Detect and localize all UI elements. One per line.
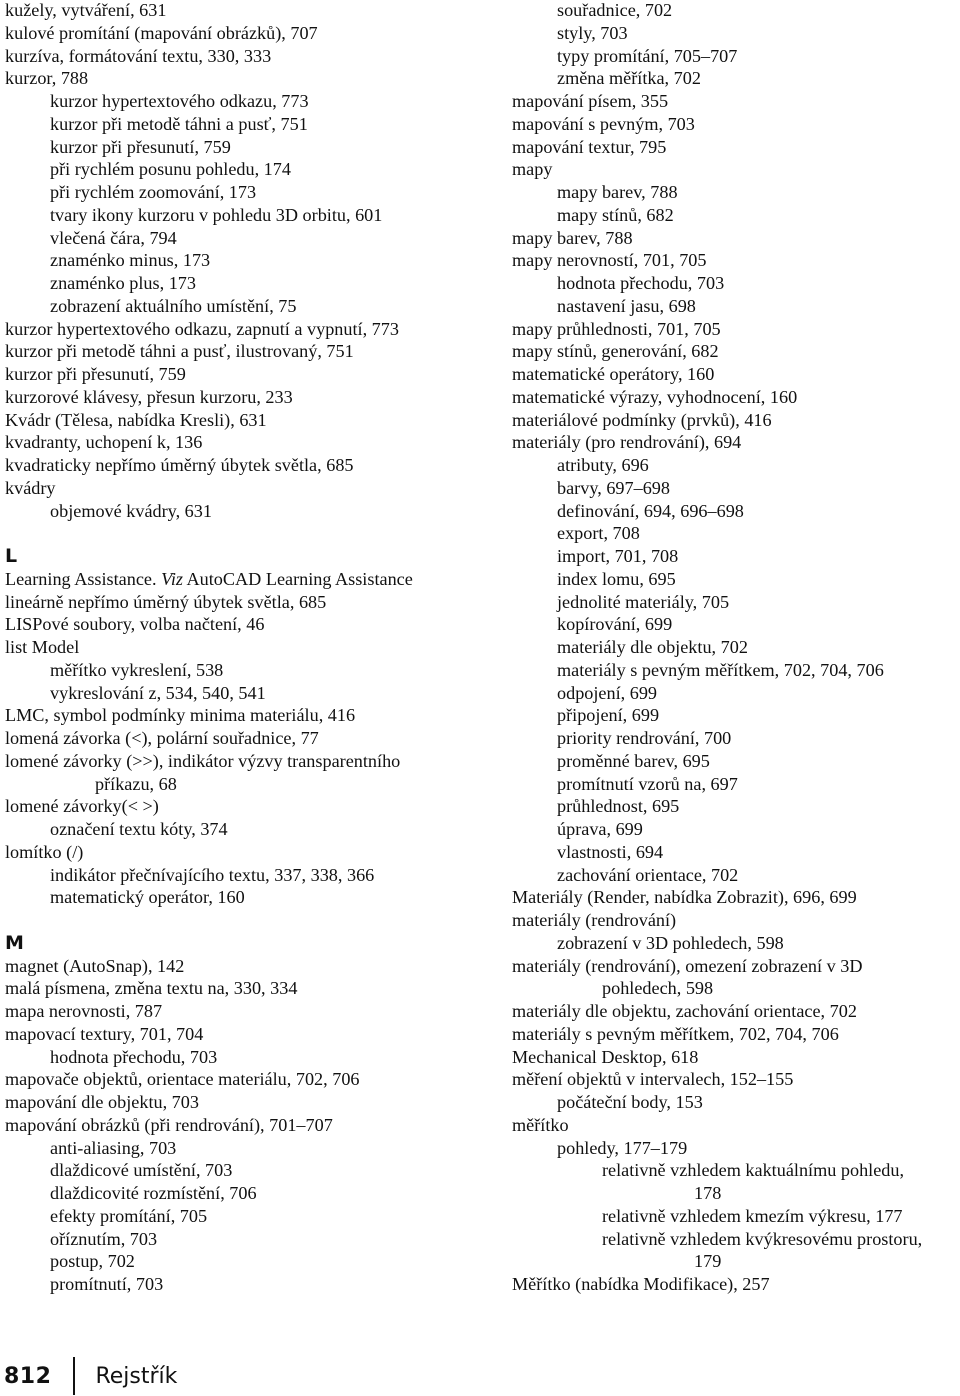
index-entry: matematické výrazy, vyhodnocení, 160: [512, 386, 798, 407]
index-entry: Mechanical Desktop, 618: [512, 1046, 699, 1067]
index-subentry: odpojení, 699: [557, 682, 658, 703]
index-entry: Kvádr (Tělesa, nabídka Kresli), 631: [5, 409, 267, 430]
index-entry: list Model: [5, 637, 80, 657]
index-subsubentry: relativně vzhledem kmezím výkresu, 177: [602, 1205, 903, 1226]
index-entry: kurzor, 788: [5, 68, 89, 89]
index-subentry: proměnné barev, 695: [557, 750, 710, 771]
index-subentry: měřítko vykreslení, 538: [50, 659, 224, 680]
index-entry: lomené závorky(< >): [5, 796, 159, 817]
index-entry: materiály s pevným měřítkem, 702, 704, 706: [512, 1023, 839, 1044]
index-entry: měřítko: [512, 1114, 569, 1135]
index-subentry: jednolité materiály, 705: [557, 591, 730, 612]
index-subentry: hodnota přechodu, 703: [557, 273, 725, 293]
index-entry: mapa nerovnosti, 787: [5, 1001, 163, 1021]
index-subentry: mapy stínů, 682: [557, 204, 674, 225]
index-column-right: [512, 0, 960, 1296]
index-subentry: indikátor přečnívajícího textu, 337, 338, 366: [50, 864, 375, 885]
index-subentry: průhlednost, 695: [557, 796, 680, 817]
index-subentry: import, 701, 708: [557, 546, 679, 566]
index-entry: kvadranty, uchopení k, 136: [5, 432, 203, 453]
index-subentry: kurzor při přesunutí, 759: [50, 136, 231, 157]
index-entry: kvádry: [5, 477, 56, 498]
index-entry: kurzor hypertextového odkazu, zapnutí a vypnutí, 773: [5, 318, 399, 339]
index-entry: LISPové soubory, volba načtení, 46: [5, 614, 265, 635]
index-subentry: atributy, 696: [557, 455, 649, 475]
index-subentry: pohledy, 177–179: [557, 1137, 688, 1158]
see-reference: Viz: [161, 568, 183, 589]
index-entry: mapování dle objektu, 703: [5, 1092, 199, 1112]
index-entry: kulové promítání (mapování obrázků), 707: [5, 22, 318, 43]
index-subsubentry: relativně vzhledem kaktuálnímu pohledu,: [602, 1160, 905, 1181]
index-subentry: efekty promítání, 705: [50, 1205, 208, 1226]
index-subentry: oříznutím, 703: [50, 1228, 158, 1249]
index-subentry: typy promítání, 705–707: [557, 45, 738, 66]
index-subentry: dlaždicové umístění, 703: [50, 1160, 233, 1181]
index-entry: mapy průhlednosti, 701, 705: [512, 318, 721, 339]
index-entry: mapovače objektů, orientace materiálu, 702, 706: [5, 1069, 360, 1090]
index-column-left: [5, 0, 485, 1296]
index-entry: lomítko (/): [5, 841, 84, 862]
footer-divider: [73, 1357, 75, 1395]
index-entry-continuation: pohledech, 598: [602, 978, 714, 999]
page-number: 812: [4, 1363, 52, 1389]
index-entry: lomená závorka (<), polární souřadnice, 77: [5, 728, 319, 748]
index-entry: kurzíva, formátování textu, 330, 333: [5, 45, 272, 66]
index-subentry: nastavení jasu, 698: [557, 295, 696, 316]
index-subentry: materiály dle objektu, 702: [557, 637, 748, 657]
index-entry: mapy barev, 788: [512, 227, 633, 248]
index-entry: malá písmena, změna textu na, 330, 334: [5, 978, 298, 999]
page-footer: [4, 1356, 177, 1396]
index-entry: mapování obrázků (při rendrování), 701–707: [5, 1114, 333, 1135]
index-entry-continuation: 178: [694, 1183, 722, 1203]
index-subentry: styly, 703: [557, 22, 628, 43]
index-subentry: změna měřítka, 702: [557, 68, 701, 89]
index-subentry: zachování orientace, 702: [557, 864, 739, 885]
index-subentry: promítnutí, 703: [50, 1274, 164, 1294]
index-subentry: vlastnosti, 694: [557, 841, 664, 862]
index-subentry: počáteční body, 153: [557, 1092, 703, 1112]
index-entry: matematické operátory, 160: [512, 364, 715, 384]
index-entry: materiály (pro rendrování), 694: [512, 432, 742, 453]
index-subentry: zobrazení aktuálního umístění, 75: [50, 295, 297, 316]
index-subsubentry: relativně vzhledem kvýkresovému prostoru,: [602, 1228, 923, 1249]
index-subentry: export, 708: [557, 523, 640, 544]
index-subentry: vykreslování z, 534, 540, 541: [50, 682, 266, 703]
section-gap: [5, 909, 485, 932]
index-entry: lineárně nepřímo úměrný úbytek světla, 685: [5, 591, 327, 612]
index-subentry: priority rendrování, 700: [557, 728, 732, 748]
letter-heading: M: [5, 931, 24, 954]
index-subentry: souřadnice, 702: [557, 0, 673, 20]
index-subentry: označení textu kóty, 374: [50, 819, 228, 839]
index-subentry: materiály s pevným měřítkem, 702, 704, 706: [557, 659, 884, 680]
index-entry: kurzorové klávesy, přesun kurzoru, 233: [5, 386, 293, 407]
index-entry: [5, 568, 485, 591]
index-subentry: dlaždicovité rozmístění, 706: [50, 1183, 257, 1203]
index-subentry: index lomu, 695: [557, 568, 676, 589]
index-subentry: matematický operátor, 160: [50, 887, 245, 908]
index-subentry: úprava, 699: [557, 819, 643, 839]
index-entry: mapovací textury, 701, 704: [5, 1023, 204, 1044]
index-entry: materiály dle objektu, zachování orientace, 702: [512, 1001, 857, 1021]
index-entry: lomené závorky (>>), indikátor výzvy transparentního: [5, 750, 401, 771]
index-subentry: zobrazení v 3D pohledech, 598: [557, 932, 784, 953]
index-entry: mapy stínů, generování, 682: [512, 341, 719, 362]
index-subentry: kurzor hypertextového odkazu, 773: [50, 91, 309, 111]
index-entry: materiály (rendrování): [512, 910, 677, 930]
index-entry: mapy: [512, 159, 553, 180]
index-subentry: vlečená čára, 794: [50, 227, 177, 248]
index-subentry: objemové kvádry, 631: [50, 500, 212, 521]
index-subentry: postup, 702: [50, 1251, 135, 1272]
index-entry: kurzor při metodě táhni a pusť, ilustrovaný, 751: [5, 341, 354, 362]
index-subentry: barvy, 697–698: [557, 477, 670, 498]
index-subentry: definování, 694, 696–698: [557, 500, 744, 521]
index-entry: materiálové podmínky (prvků), 416: [512, 409, 772, 430]
index-entry: mapy nerovností, 701, 705: [512, 250, 707, 271]
index-entry: mapování textur, 795: [512, 136, 667, 157]
letter-heading: L: [5, 545, 18, 567]
index-subentry: znaménko minus, 173: [50, 250, 211, 271]
index-subentry: hodnota přechodu, 703: [50, 1046, 218, 1067]
index-subentry: anti-aliasing, 703: [50, 1137, 177, 1158]
index-subentry: mapy barev, 788: [557, 182, 678, 202]
index-entry: materiály (rendrování), omezení zobrazení v 3D: [512, 955, 863, 976]
index-entry: měření objektů v intervalech, 152–155: [512, 1069, 794, 1090]
index-entry-continuation: příkazu, 68: [95, 773, 177, 794]
index-entry: kužely, vytváření, 631: [5, 0, 167, 20]
index-subentry: při rychlém posunu pohledu, 174: [50, 159, 291, 180]
index-entry-continuation: 179: [694, 1251, 722, 1272]
index-subentry: znaménko plus, 173: [50, 273, 196, 293]
see-target: AutoCAD Learning Assistance: [182, 568, 413, 589]
index-subentry: připojení, 699: [557, 705, 660, 726]
index-entry: mapování písem, 355: [512, 91, 669, 111]
section-title: Rejstřík: [95, 1363, 178, 1389]
index-entry: kvadraticky nepřímo úměrný úbytek světla, 685: [5, 455, 354, 475]
index-entry: LMC, symbol podmínky minima materiálu, 416: [5, 705, 356, 726]
index-subentry: kurzor při metodě táhni a pusť, 751: [50, 113, 308, 134]
index-subentry: při rychlém zoomování, 173: [50, 182, 257, 202]
index-entry: kurzor při přesunutí, 759: [5, 364, 186, 384]
index-entry: magnet (AutoSnap), 142: [5, 955, 185, 976]
index-subentry: promítnutí vzorů na, 697: [557, 773, 738, 794]
entry-term: Learning Assistance.: [5, 568, 162, 589]
index-entry: mapování s pevným, 703: [512, 113, 695, 134]
section-gap: [5, 522, 485, 545]
index-subentry: kopírování, 699: [557, 614, 673, 635]
index-entry: Měřítko (nabídka Modifikace), 257: [512, 1274, 770, 1294]
index-subentry: tvary ikony kurzoru v pohledu 3D orbitu, 601: [50, 204, 383, 225]
index-entry: Materiály (Render, nabídka Zobrazit), 696, 699: [512, 887, 857, 908]
